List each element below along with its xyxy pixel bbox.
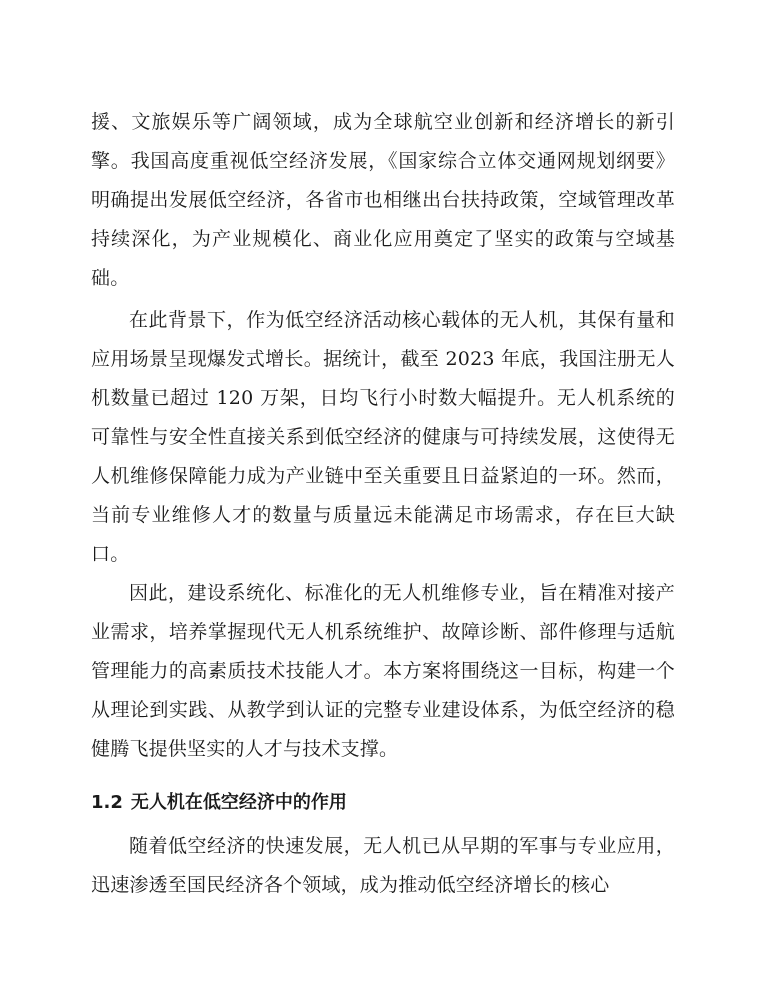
- paragraph-background: 在此背景下，作为低空经济活动核心载体的无人机，其保有量和应用场景呈现爆发式增长。据统计，截至 2023 年底，我国注册无人机数量已超过 120 万架，日均飞行小时数大幅提升。无人机系统的可靠性与安全性直接关系到低空经济的健康与可持续发展，这使得无人机维修保障能力成为产业链中至关重要且日益紧迫的一环。然而，当前专业维修人才的数量与质量远未能满足市场需求，存在巨大缺口。: [91, 309, 675, 565]
- section-title: 无人机在低空经济中的作用: [130, 792, 347, 813]
- paragraph-section-intro: 随着低空经济的快速发展，无人机已从早期的军事与专业应用，迅速渗透至国民经济各个领域，成为推动低空经济增长的核心: [91, 835, 675, 896]
- paragraph-purpose: 因此，建设系统化、标准化的无人机维修专业，旨在精准对接产业需求，培养掌握现代无人机系统维护、故障诊断、部件修理与适航管理能力的高素质技术技能人才。本方案将围绕这一目标，构建一个从理论到实践、从教学到认证的完整专业建设体系，为低空经济的稳健腾飞提供坚实的人才与技术支撑。: [91, 582, 675, 760]
- section-heading: [91, 783, 347, 822]
- paragraph-continued: 援、文旅娱乐等广阔领域，成为全球航空业创新和经济增长的新引擎。我国高度重视低空经济发展，《国家综合立体交通网规划纲要》明确提出发展低空经济，各省市也相继出台扶持政策，空域管理改革持续深化，为产业规模化、商业化应用奠定了坚实的政策与空域基础。: [91, 111, 675, 289]
- section-number: 1.2: [91, 792, 123, 813]
